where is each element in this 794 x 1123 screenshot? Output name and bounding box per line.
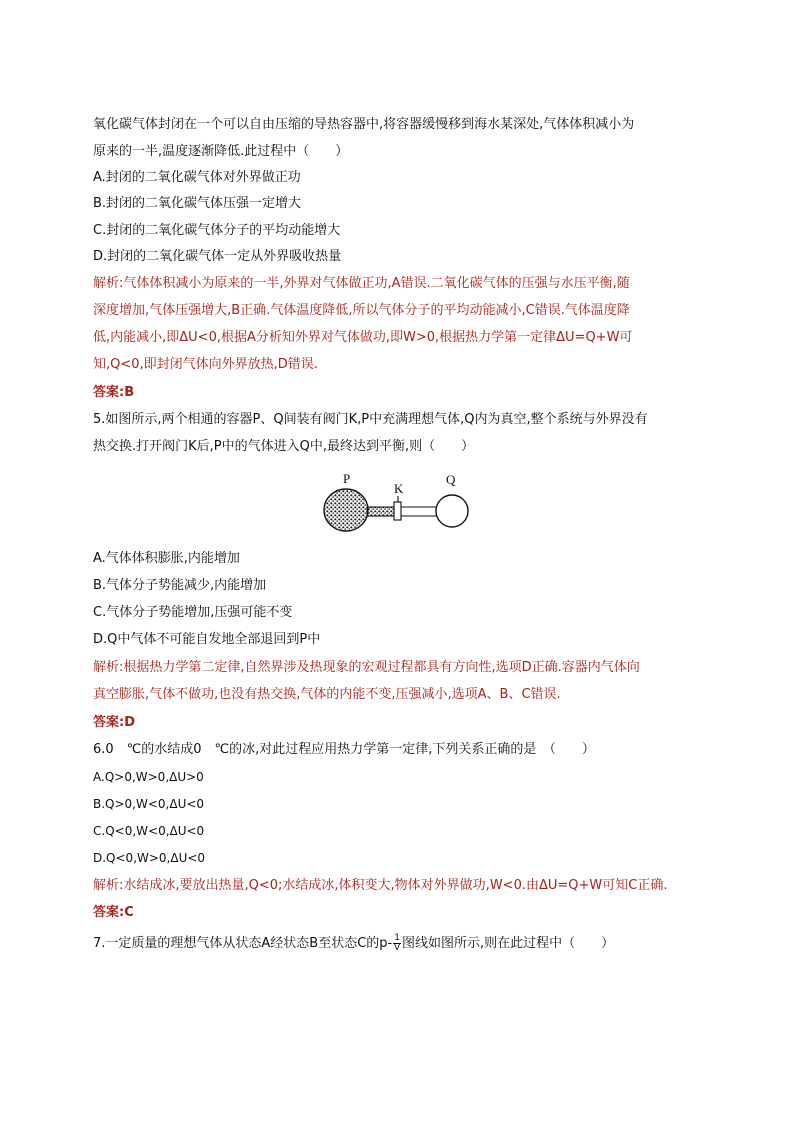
label-k: K (394, 481, 404, 496)
q7-stem-before: 7.一定质量的理想气体从状态A经状态B至状态C的p- (93, 936, 393, 951)
q5-option-c: C.气体分子势能增加,压强可能不变 (93, 605, 293, 620)
q5-option-d: D.Q中气体不可能自发地全部退回到P中 (93, 632, 321, 647)
tube-p-side (367, 507, 395, 516)
q4-analysis-line2: 深度增加,气体压强增大,B正确.气体温度降低,所以气体分子的平均动能减小,C错误.气体温度降 (93, 303, 630, 318)
q5-option-a: A.气体体积膨胀,内能增加 (93, 551, 240, 566)
q6-option-a: A.Q>0,W>0,ΔU>0 (93, 770, 204, 784)
q4-option-c: C.封闭的二氧化碳气体分子的平均动能增大 (93, 223, 341, 238)
q7-fraction-denominator: V (394, 943, 401, 953)
q7-fraction (393, 934, 401, 953)
q4-analysis-line4: 知,Q<0,即封闭气体向外界放热,D错误. (93, 357, 318, 372)
container-q (436, 495, 468, 527)
q7-stem (93, 934, 614, 953)
q6-analysis: 解析:水结成冰,要放出热量,Q<0;水结成冰,体积变大,物体对外界做功,W<0.由ΔU=Q+W可知C正确. (93, 878, 668, 893)
q4-stem-line1: 氧化碳气体封闭在一个可以自由压缩的导热容器中,将容器缓慢移到海水某深处,气体体积减小为 (93, 117, 635, 132)
q5-stem-line2: 热交换.打开阀门K后,P中的气体进入Q中,最终达到平衡,则（ ） (93, 439, 475, 454)
q4-option-d: D.封闭的二氧化碳气体一定从外界吸收热量 (93, 249, 342, 264)
q5-option-b: B.气体分子势能减少,内能增加 (93, 578, 267, 593)
container-valve-figure (318, 470, 478, 536)
valve-k (394, 496, 401, 520)
q7-fraction-numerator: 1 (394, 933, 400, 943)
q7-stem-after: 图线如图所示,则在此过程中（ ） (401, 936, 615, 951)
q4-option-b: B.封闭的二氧化碳气体压强一定增大 (93, 196, 302, 211)
label-p: P (343, 471, 351, 486)
q5-analysis-line2: 真空膨胀,气体不做功,也没有热交换,气体的内能不变,压强减小,选项A、B、C错误. (93, 687, 561, 702)
q6-answer: 答案:C (93, 905, 134, 920)
q4-analysis-line1: 解析:气体体积减小为原来的一半,外界对气体做正功,A错误.二氧化碳气体的压强与水压平衡,随 (93, 276, 630, 291)
q4-analysis-line3: 低,内能减小,即ΔU<0,根据A分析知外界对气体做功,即W>0,根据热力学第一定律ΔU=Q+W可 (93, 330, 633, 345)
q6-option-b: B.Q>0,W<0,ΔU<0 (93, 797, 205, 811)
q6-option-d: D.Q<0,W>0,ΔU<0 (93, 851, 206, 865)
q4-option-a: A.封闭的二氧化碳气体对外界做正功 (93, 170, 301, 185)
q4-answer: 答案:B (93, 385, 135, 400)
q4-stem-line2: 原来的一半,温度逐渐降低.此过程中（ ） (93, 144, 349, 159)
label-q: Q (446, 472, 456, 487)
q6-stem: 6.0 ℃的水结成0 ℃的冰,对此过程应用热力学第一定律,下列关系正确的是 （ ） (93, 742, 595, 757)
q5-stem-line1: 5.如图所示,两个相通的容器P、Q间装有阀门K,P中充满理想气体,Q内为真空,整个系统与外界没有 (93, 412, 648, 427)
q6-option-c: C.Q<0,W<0,ΔU<0 (93, 824, 205, 838)
q5-answer: 答案:D (93, 715, 135, 730)
container-p (324, 489, 368, 531)
q5-analysis-line1: 解析:根据热力学第二定律,自然界涉及热现象的宏观过程都具有方向性,选项D正确.容器内气体向 (93, 660, 640, 675)
